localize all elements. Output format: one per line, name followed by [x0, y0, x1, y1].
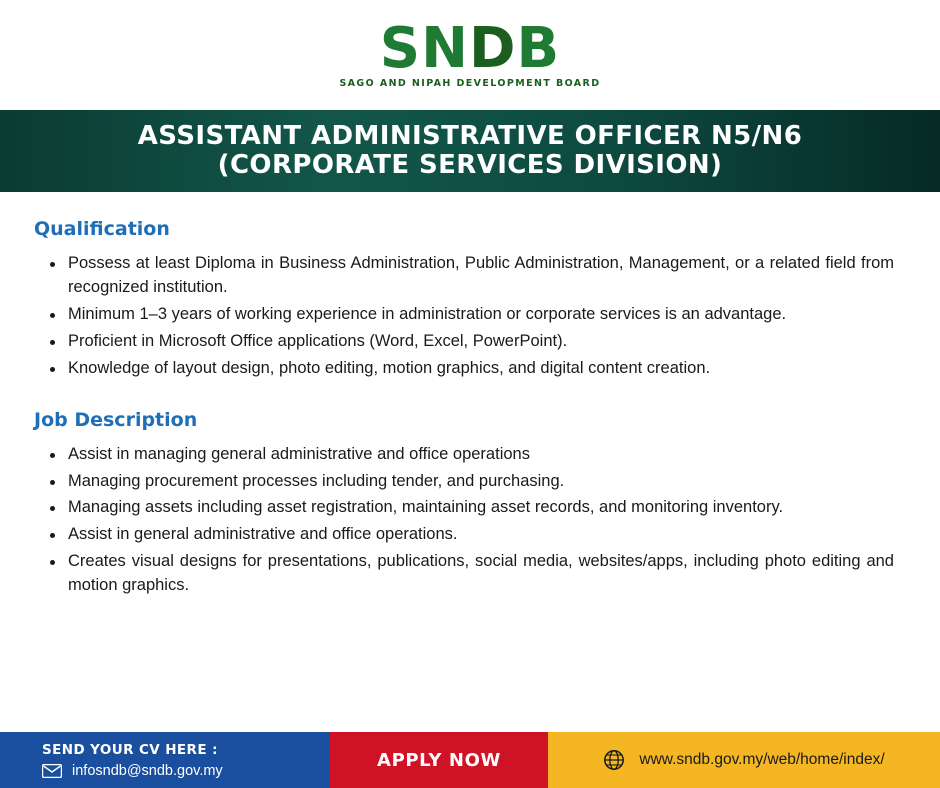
list-item: Proficient in Microsoft Office applications (Word, Excel, PowerPoint). — [48, 330, 906, 354]
poster-body — [0, 192, 940, 732]
list-item: Creates visual designs for presentations, publications, social media, websites/apps, including photo editing and motion graphics. — [48, 550, 906, 598]
logo-letter-b: B — [516, 16, 561, 82]
send-cv-block — [0, 732, 330, 788]
logo-letter-s: S — [379, 16, 422, 82]
logo-letter-d-glyph: D — [469, 16, 517, 82]
list-item: Assist in general administrative and office operations. — [48, 523, 906, 547]
list-item: Knowledge of layout design, photo editing, motion graphics, and digital content creation. — [48, 357, 906, 381]
list-item: Possess at least Diploma in Business Administration, Public Administration, Management, or a related field from recognized institution. — [48, 252, 906, 300]
envelope-icon — [42, 764, 62, 778]
list-item: Managing assets including asset registration, maintaining asset records, and monitoring inventory. — [48, 496, 906, 520]
job-description-heading: Job Description — [34, 408, 198, 431]
sndb-logo — [339, 16, 601, 90]
malaysia-flag-icon — [496, 27, 509, 67]
job-title-line-2: (CORPORATE SERVICES DIVISION) — [217, 150, 723, 180]
list-item: Assist in managing general administrative and office operations — [48, 443, 906, 467]
logo-header — [0, 0, 940, 110]
job-title-line-1: ASSISTANT ADMINISTRATIVE OFFICER N5/N6 — [137, 120, 803, 151]
website-block[interactable] — [548, 732, 940, 788]
email-row[interactable] — [42, 763, 330, 779]
list-item: Minimum 1–3 years of working experience in administration or corporate services is an advantage. — [48, 303, 906, 327]
logo-letter-n: N — [421, 16, 470, 82]
apply-now-button[interactable]: APPLY NOW — [330, 732, 548, 788]
title-band — [0, 110, 940, 192]
website-url: www.sndb.gov.my/web/home/index/ — [639, 751, 885, 768]
poster-footer — [0, 732, 940, 788]
list-item: Managing procurement processes including tender, and purchasing. — [48, 470, 906, 494]
logo-letter-d — [469, 16, 517, 82]
send-cv-label: SEND YOUR CV HERE : — [42, 741, 218, 758]
qualification-heading: Qualification — [34, 218, 170, 240]
qualification-list — [48, 252, 906, 381]
job-description-list — [48, 443, 906, 599]
globe-icon — [603, 749, 625, 771]
logo-tagline: SAGO AND NIPAH DEVELOPMENT BOARD — [339, 78, 601, 90]
logo-letters — [379, 16, 561, 82]
email-address: infosndb@sndb.gov.my — [72, 762, 223, 779]
